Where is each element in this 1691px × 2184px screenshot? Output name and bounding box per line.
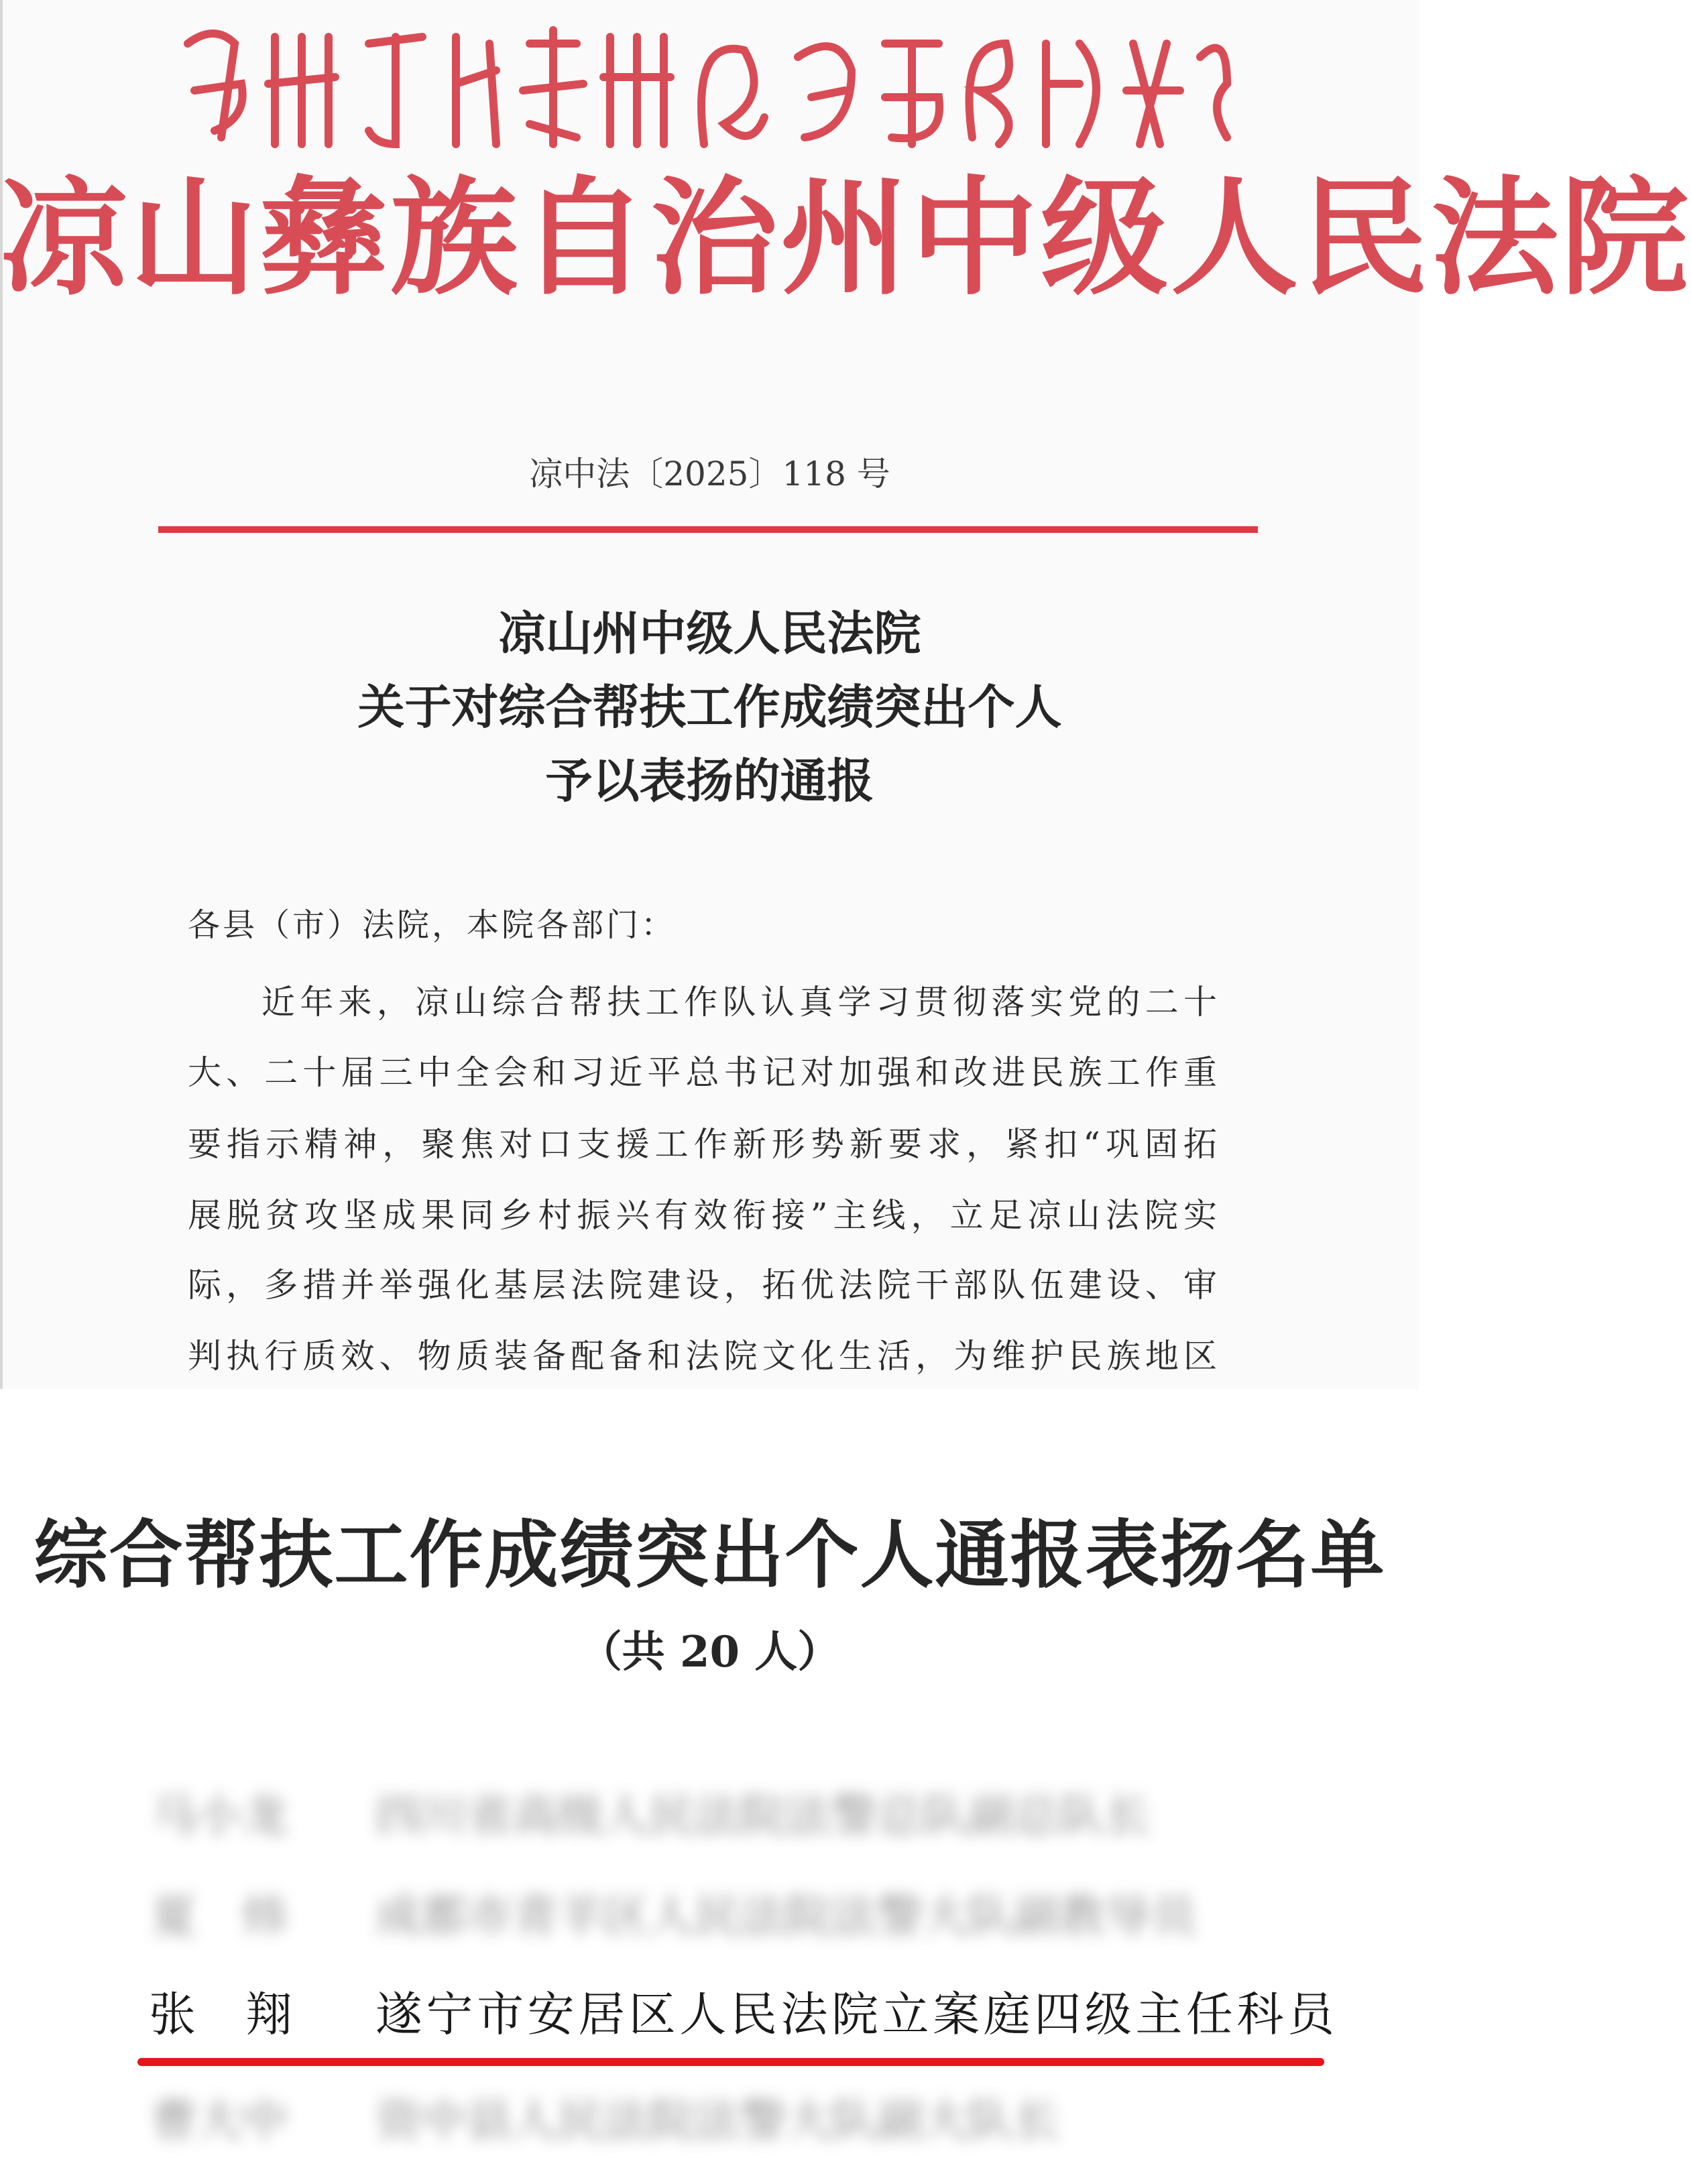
blurred-title: 四川省高级人民法院法警总队副总队长 xyxy=(375,1790,1151,1843)
honor-list-count: （共 20 人） xyxy=(579,1627,841,1677)
blurred-name: 夏 炜 xyxy=(151,1890,288,1943)
honor-list-title: 综合帮扶工作成绩突出个人通报表扬名单 xyxy=(34,1512,1386,1598)
notice-title-line-1: 凉山州中级人民法院 xyxy=(498,605,921,661)
body-line: 际，多措并举强化基层法院建设，拓优法院干部队伍建设、审 xyxy=(188,1266,1217,1305)
body-line: 要指示精神，聚焦对口支援工作新形势新要求，紧扣“巩固拓 xyxy=(188,1125,1217,1164)
yi-script-court-name-icon xyxy=(174,17,1234,158)
notice-title-line-3: 予以表扬的通报 xyxy=(545,753,874,808)
notice-title-line-2: 关于对综合帮扶工作成绩突出个人 xyxy=(357,679,1062,735)
blurred-title: 资中县人民法院法警大队副大队长 xyxy=(375,2095,1060,2148)
highlighted-person-title: 遂宁市安居区人民法院立案庭四级主任科员 xyxy=(375,1987,1334,2042)
salutation: 各县（市）法院，本院各部门： xyxy=(188,906,677,944)
court-name-header: 凉山彝族自治州中级人民法院 xyxy=(0,163,1691,312)
highlighted-person-name: 张 翔 xyxy=(149,1987,294,2042)
body-line: 近年来，凉山综合帮扶工作队认真学习贯彻落实党的二十 xyxy=(261,983,1217,1022)
blurred-name: 曹大中 xyxy=(151,2095,288,2148)
body-line: 展脱贫攻坚成果同乡村振兴有效衔接”主线，立足凉山法院实 xyxy=(188,1196,1217,1235)
blurred-title: 成都市青羊区人民法院法警大队副教导员 xyxy=(375,1890,1197,1943)
body-line: 大、二十届三中全会和习近平总书记对加强和改进民族工作重 xyxy=(188,1053,1217,1092)
body-line: 判执行质效、物质装备配备和法院文化生活，为维护民族地区 xyxy=(188,1337,1217,1376)
document-number: 凉中法〔2025〕118 号 xyxy=(529,454,890,493)
red-divider-rule xyxy=(158,526,1258,533)
highlight-underline xyxy=(137,2058,1324,2066)
blurred-name: 马小龙 xyxy=(151,1790,288,1843)
